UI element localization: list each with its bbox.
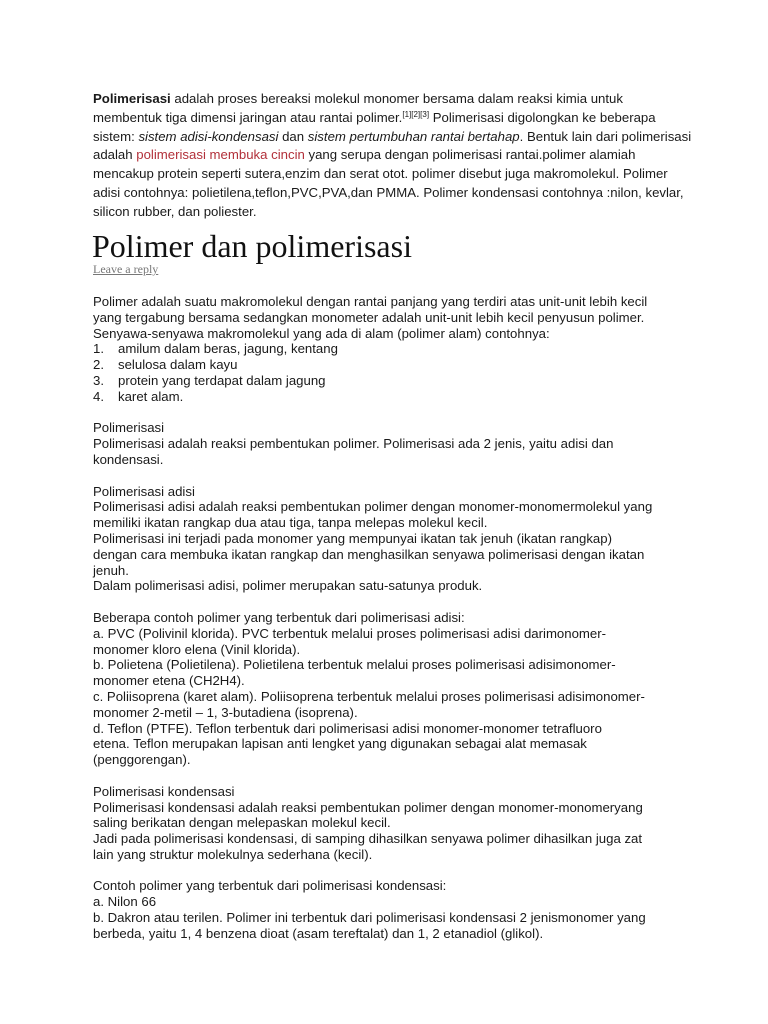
text-line: Polimerisasi ini terjadi pada monomer yang mempunyai ikatan tak jenuh (ikatan rangkap) [93,530,612,546]
intro-text [93,90,693,222]
text-line: jenuh. [93,562,129,578]
text-line: Polimerisasi kondensasi adalah reaksi pembentukan polimer dengan monomer-monomeryang [93,799,643,815]
text-line: memiliki ikatan rangkap dua atau tiga, tanpa melepas molekul kecil. [93,515,488,531]
text-line: Beberapa contoh polimer yang terbentuk dari polimerisasi adisi: [93,609,465,625]
text-line: monomer kloro elena (Vinil klorida). [93,641,301,657]
reference-1[interactable]: [1] [402,109,412,119]
text-line: dengan cara membuka ikatan rangkap dan menghasilkan senyawa polimerisasi dengan ikatan [93,546,645,562]
text-line: monomer 2-metil – 1, 3-butadiena (isoprena). [93,704,358,720]
intro-paragraph [93,90,693,222]
list-number: 1. [93,341,104,357]
leave-reply-link[interactable]: Leave a reply [93,262,159,276]
intro-sentence: dan [278,128,308,144]
list-text: selulosa dalam kayu [118,357,238,373]
paragraph-polymerization [93,420,683,467]
intro-sentence: adalah proses bereaksi molekul monomer bersama dalam reaksi kimia untuk membentuk tiga dimensi jaringan atau rantai polimer. [93,91,623,125]
text-line: c. Poliisoprena (karet alam). Poliisoprena terbentuk melalui proses polimerisasi adisimonomer- [93,688,645,704]
section-heading: Polimerisasi kondensasi [93,783,235,799]
intro-sentence: yang serupa dengan polimerisasi rantai.polimer alamiah mencakup protein seperti sutera,enzim dan serat otot. polimer disebut juga makromolekul. Polimer adisi contohnya: polietilena,teflon,PVC,PVA,dan PMMA. Polimer kondensasi contohnya :nilon, kevlar, silicon rubber, dan poliester. [93,147,684,219]
text-line: yang tergabung bersama sedangkan monometer adalah unit-unit lebih kecil penyusun polimer. [93,309,645,325]
list-number: 3. [93,372,104,388]
text-line: etena. Teflon merupakan lapisan anti lengket yang digunakan sebagai alat memasak [93,736,587,752]
text-line: kondensasi. [93,451,164,467]
list-text: amilum dalam beras, jagung, kentang [118,341,338,357]
section-heading: Polimerisasi adisi [93,483,195,499]
text-line: d. Teflon (PTFE). Teflon terbentuk dari polimerisasi adisi monomer-monomer tetrafluoro [93,720,602,736]
intro-sentence: Polimerisasi digolongkan ke beberapa sistem: [93,109,656,144]
list-item [93,389,683,405]
section-heading: Polimerisasi [93,420,165,436]
text-line: Contoh polimer yang terbentuk dari polimerisasi kondensasi: [93,878,447,894]
text-line: Jadi pada polimerisasi kondensasi, di samping dihasilkan senyawa polimer dihasilkan juga zat [93,831,643,847]
text-line: a. PVC (Polivinil klorida). PVC terbentuk melalui proses polimerisasi adisi darimonomer- [93,625,607,641]
paragraph-addition-polymerization [93,484,683,595]
emphasis-addition-condensation: sistem adisi-kondensasi [138,128,279,144]
list-number: 2. [93,357,104,373]
list-text: karet alam. [118,388,184,404]
reference-3[interactable]: [3] [420,109,430,119]
paragraph-condensation-polymerization [93,784,683,863]
paragraph-polymer-definition [93,294,683,405]
reference-marks[interactable] [402,110,429,119]
text-line: saling berikatan dengan melepaskan molekul kecil. [93,815,391,831]
list-item [93,341,683,357]
text-line: (penggorengan). [93,752,191,768]
text-line: Polimerisasi adisi adalah reaksi pembentukan polimer dengan monomer-monomermolekul yang [93,499,653,515]
text-line: Dalam polimerisasi adisi, polimer merupakan satu-satunya produk. [93,578,483,594]
text-line: Senyawa-senyawa makromolekul yang ada di alam (polimer alam) contohnya: [93,325,550,341]
text-line: b. Dakron atau terilen. Polimer ini terbentuk dari polimerisasi kondensasi 2 jenismonomer yang [93,910,646,926]
paragraph-addition-examples [93,610,683,768]
text-line: Polimerisasi adalah reaksi pembentukan polimer. Polimerisasi ada 2 jenis, yaitu adisi dan [93,436,614,452]
reference-2[interactable]: [2] [411,109,421,119]
list-text: protein yang terdapat dalam jagung [118,372,326,388]
intro-sentence: . Bentuk lain dari polimerisasi adalah [93,128,692,163]
article-body [93,294,683,957]
text-line: monomer etena (CH2H4). [93,673,245,689]
paragraph-condensation-examples [93,878,683,941]
list-item [93,357,683,373]
ring-opening-link[interactable]: polimerisasi membuka cincin [136,147,305,163]
list-item [93,373,683,389]
list-number: 4. [93,388,104,404]
text-line: a. Nilon 66 [93,894,157,910]
intro-term: Polimerisasi [93,91,171,106]
emphasis-step-growth: sistem pertumbuhan rantai bertahap [307,128,520,144]
article-title: Polimer dan polimerisasi [92,228,412,264]
text-line: Polimer adalah suatu makromolekul dengan rantai panjang yang terdiri atas unit-unit lebih kecil [93,294,648,309]
text-line: berbeda, yaitu 1, 4 benzena dioat (asam tereftalat) dan 1, 2 etanadiol (glikol). [93,925,544,941]
text-line: lain yang struktur molekulnya sederhana (kecil). [93,846,373,862]
text-line: b. Polietena (Polietilena). Polietilena terbentuk melalui proses polimerisasi adisimonomer- [93,657,616,673]
